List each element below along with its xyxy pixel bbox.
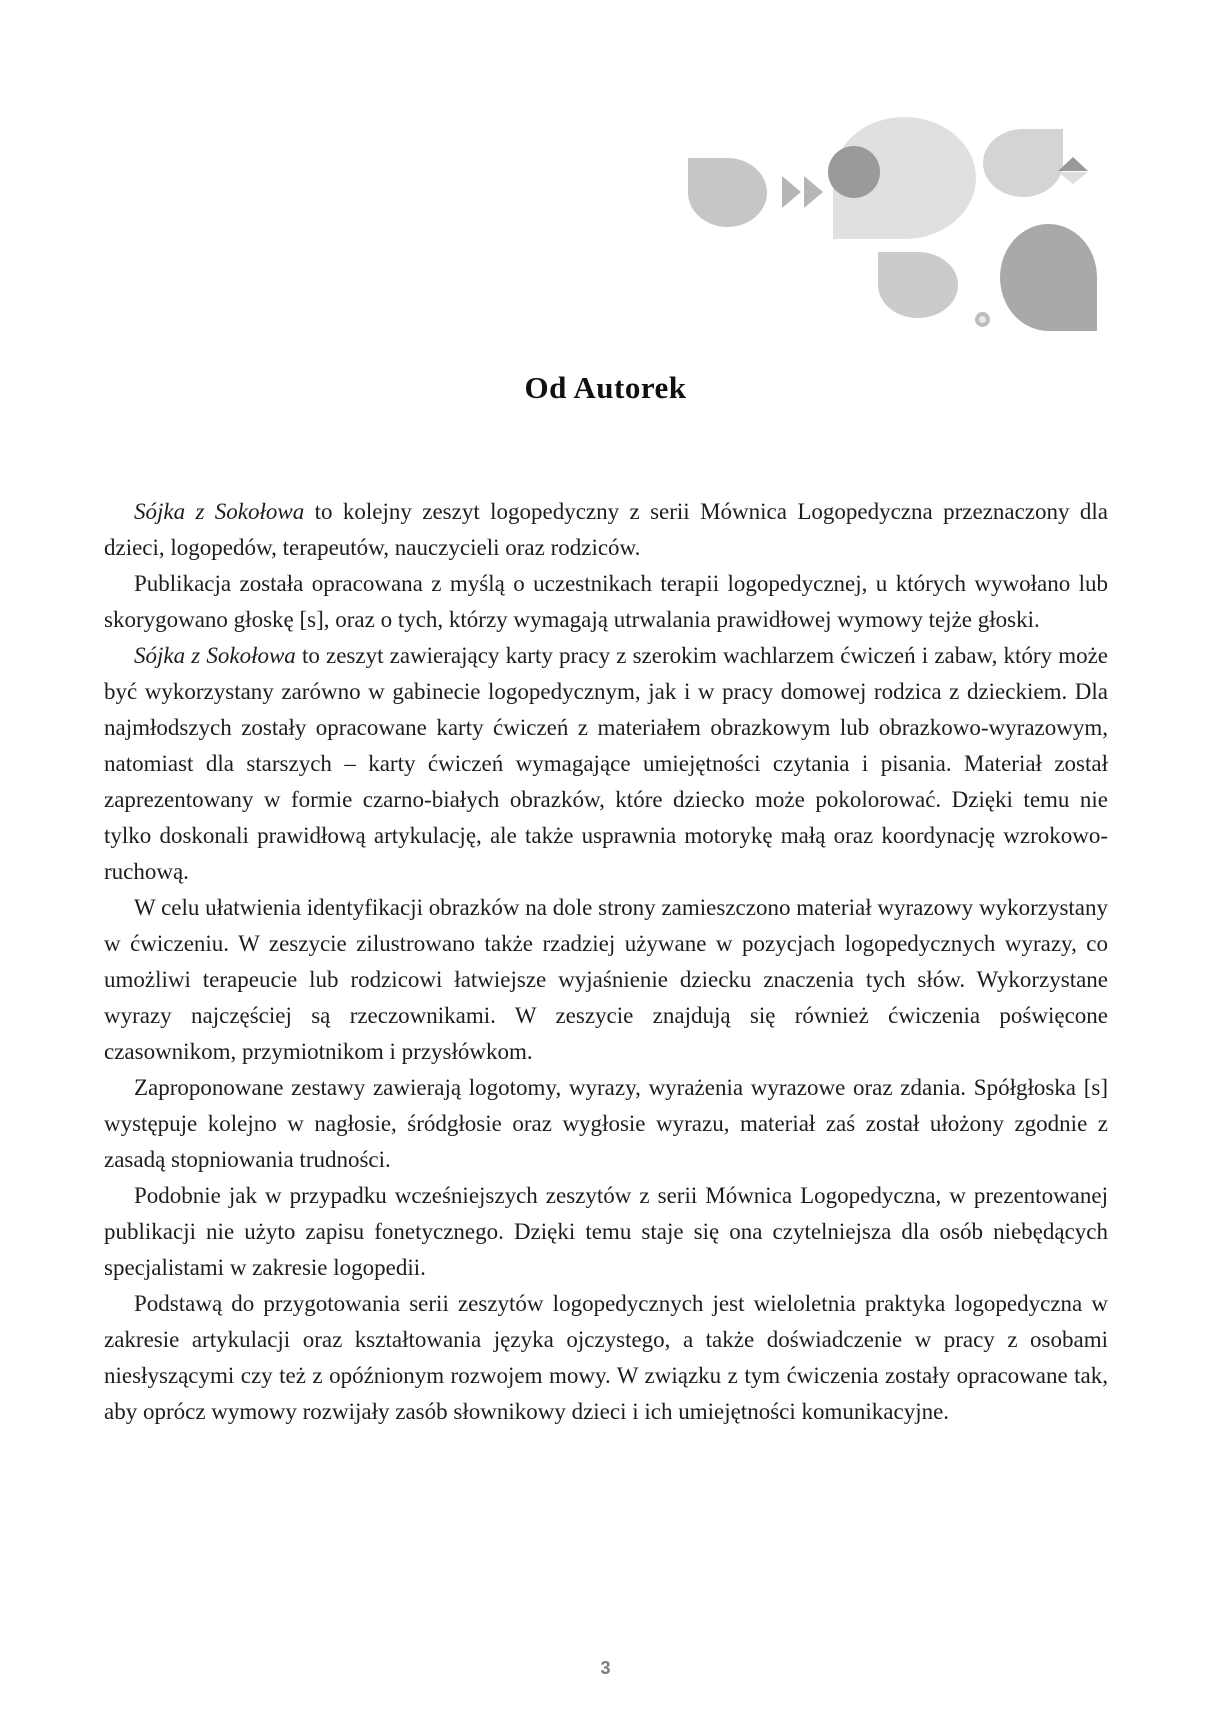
logo-speech-bubble-dark-icon bbox=[1000, 224, 1097, 331]
paragraph bbox=[104, 566, 1108, 638]
series-volume-title: Sójka z Sokołowa bbox=[134, 499, 305, 524]
paragraph bbox=[104, 1286, 1108, 1430]
publisher-logo bbox=[0, 0, 1211, 360]
paragraph bbox=[104, 1070, 1108, 1178]
paragraph-text: Podstawą do przygotowania serii zeszytów logopedycznych jest wieloletnia praktyka logopedyczna w zakresie artykulacji oraz kształtowania języka ojczystego, a także doświadczenie w pracy z osobami niesłyszącymi czy też z opóźnionym rozwojem mowy. W związku z tym ćwiczenia zostały opracowane tak, aby oprócz wymowy rozwijały zasób słownikowy dzieci i ich umiejętności komunikacyjne. bbox=[104, 1291, 1108, 1424]
paragraph bbox=[104, 890, 1108, 1070]
logo-leaf-icon bbox=[688, 158, 767, 227]
logo-leaf-icon bbox=[983, 129, 1063, 197]
logo-play-arrow-icon bbox=[782, 176, 801, 208]
paragraph-text: W celu ułatwienia identyfikacji obrazków na dole strony zamieszczono materiał wyrazowy wykorzystany w ćwiczeniu. W zeszycie zilustrowano także rzadziej używane w pozycjach logopedycznych wyrazy, co umożliwi terapeucie lub rodzicowi łatwiejsze wyjaśnienie dziecku znaczenia tych słów. Wykorzystane wyrazy najczęściej są rzeczownikami. W zeszycie znajdują się również ćwiczenia poświęcone czasownikom, przymiotnikom i przysłówkom. bbox=[104, 895, 1108, 1064]
paragraph-text: to zeszyt zawierający karty pracy z szerokim wachlarzem ćwiczeń i zabaw, który może być wykorzystany zarówno w gabinecie logopedycznym, jak i w pracy domowej rodzica z dzieckiem. Dla najmłodszych zostały opracowane karty ćwiczeń z materiałem obrazkowym lub obrazkowo-wyrazowym, natomiast dla starszych – karty ćwiczeń wymagające umiejętności czytania i pisania. Materiał został zaprezentowany w formie czarno-białych obrazków, które dziecko może pokolorować. Dzięki temu nie tylko doskonali prawidłową artykulację, ale także usprawnia motorykę małą oraz koordynację wzrokowo-ruchową. bbox=[104, 643, 1109, 884]
logo-circle-icon bbox=[828, 146, 880, 198]
logo-diamond-top-icon bbox=[1058, 157, 1088, 171]
logo-play-arrow-icon bbox=[804, 176, 823, 208]
page-number: 3 bbox=[600, 1658, 611, 1678]
logo-dot-icon bbox=[975, 312, 990, 327]
body-text bbox=[104, 494, 1108, 1430]
paragraph-text: Podobnie jak w przypadku wcześniejszych zeszytów z serii Mównica Logopedyczna, w prezentowanej publikacji nie użyto zapisu fonetycznego. Dzięki temu staje się ona czytelniejsza dla osób niebędących specjalistami w zakresie logopedii. bbox=[104, 1183, 1108, 1280]
page-title: Od Autorek bbox=[524, 369, 687, 405]
paragraph bbox=[104, 638, 1108, 890]
paragraph-text: Publikacja została opracowana z myślą o uczestnikach terapii logopedycznej, u których wywołano lub skorygowano głoskę [s], oraz o tych, którzy wymagają utrwalania prawidłowej wymowy tejże głoski. bbox=[104, 571, 1108, 632]
series-volume-title: Sójka z Sokołowa bbox=[134, 643, 296, 668]
paragraph bbox=[104, 494, 1108, 566]
paragraph-text: to kolejny zeszyt logopedyczny z serii Mównica Logopedyczna przeznaczony dla dzieci, logopedów, terapeutów, nauczycieli oraz rodziców. bbox=[104, 499, 1108, 560]
paragraph-text: Zaproponowane zestawy zawierają logotomy, wyrazy, wyrażenia wyrazowe oraz zdania. Spółgłoska [s] występuje kolejno w nagłosie, śródgłosie oraz wygłosie wyrazu, materiał zaś został ułożony zgodnie z zasadą stopniowania trudności. bbox=[104, 1075, 1108, 1172]
logo-leaf-icon bbox=[878, 252, 958, 318]
paragraph bbox=[104, 1178, 1108, 1286]
logo-diamond-bottom-icon bbox=[1058, 172, 1088, 184]
